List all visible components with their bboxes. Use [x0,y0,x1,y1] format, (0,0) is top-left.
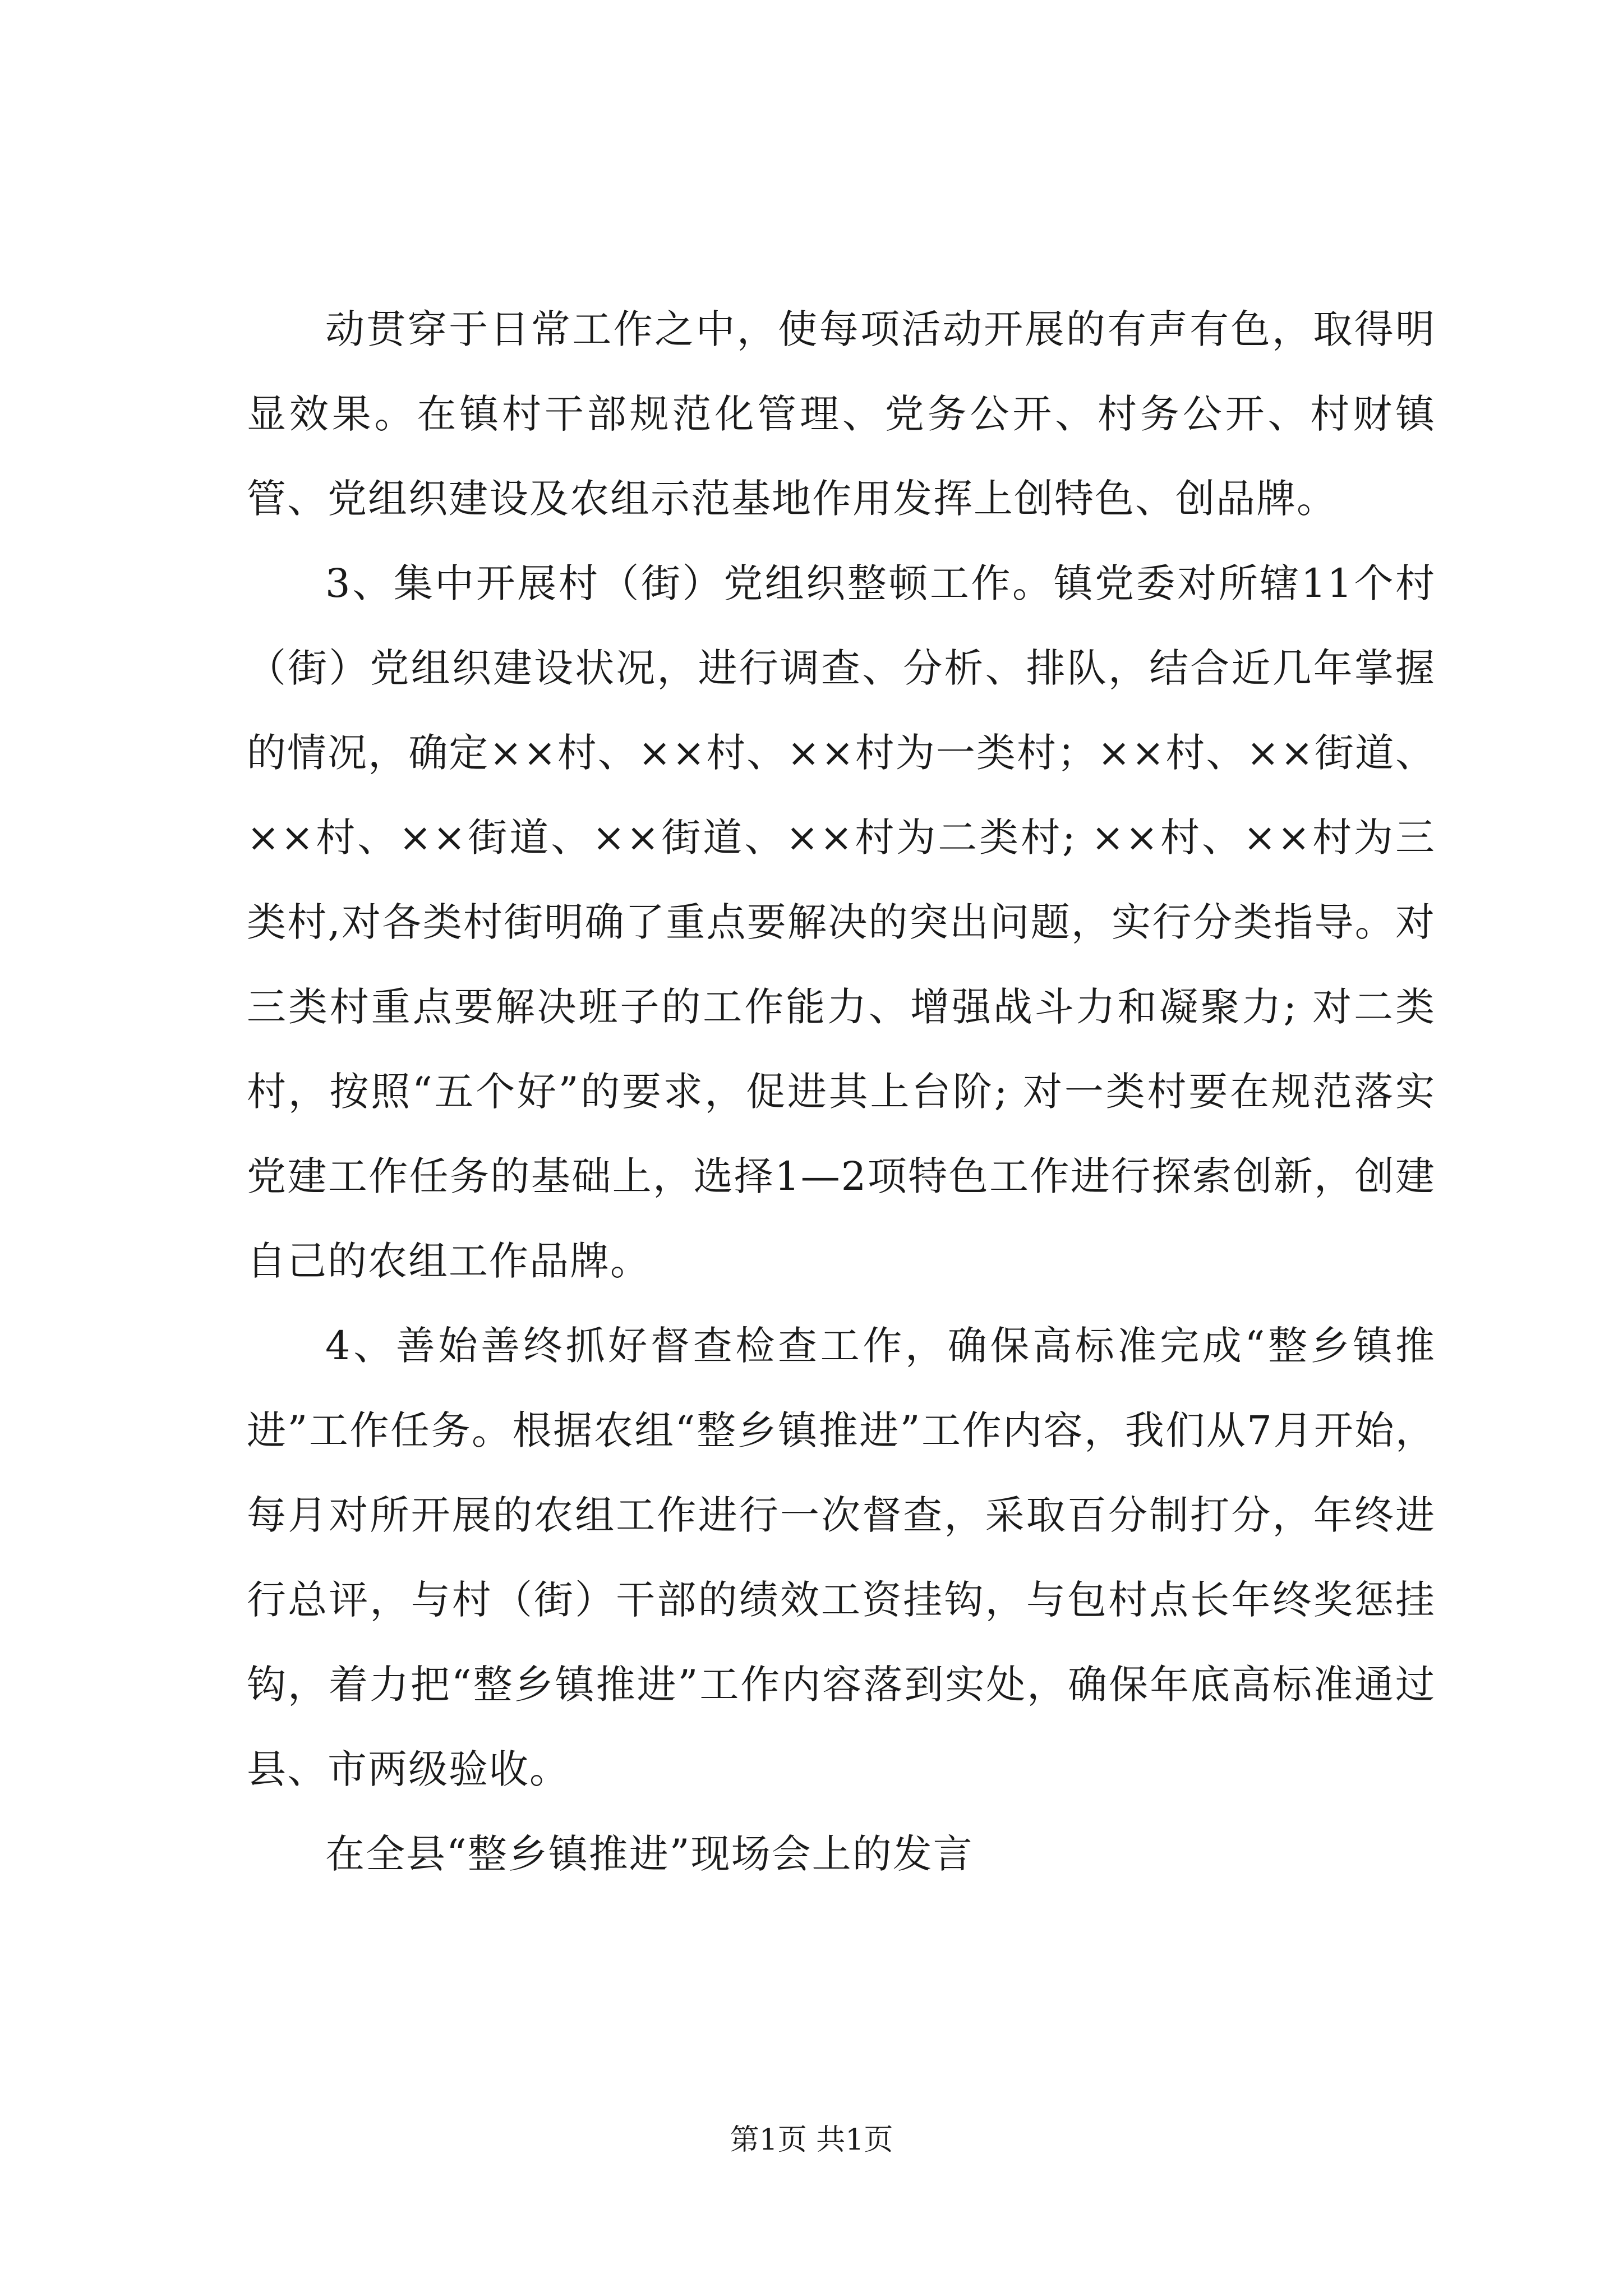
paragraph-continuation: 动贯穿于日常工作之中，使每项活动开展的有声有色，取得明显效果。在镇村干部规范化管理、党务公开、村务公开、村财镇管、党组织建设及农组示范基地作用发挥上创特色、创品牌。 [247,306,1436,522]
paragraph-item-3: 3、集中开展村（街）党组织整顿工作。镇党委对所辖11个村（街）党组织建设状况，进行调查、分析、排队，结合近几年掌握的情况，确定××村、××村、××村为一类村；××村、××街道、××村、××街道、××街道、××村为二类村; ××村、××村为三类村,对各类村街明确了重点要解决的突出问题，实行分类指导。对三类村重点要解决班子的工作能力、增强战斗力和凝聚力; 对二类村，按照“五个好”的要求，促进其上台阶; 对一类村要在规范落实党建工作任务的基础上，选择1—2项特色工作进行探索创新，创建自己的农组工作品牌。 [247,560,1436,1284]
document-body [247,287,1436,1897]
paragraph-item-4: 4、善始善终抓好督查检查工作，确保高标准完成“整乡镇推进”工作任务。根据农组“整乡镇推进”工作内容，我们从7月开始，每月对所开展的农组工作进行一次督查，采取百分制打分，年终进行总评，与村（街）干部的绩效工资挂钩，与包村点长年终奖惩挂钩，着力把“整乡镇推进”工作内容落到实处，确保年底高标准通过县、市两级验收。 [247,1323,1436,1792]
document-title-line: 在全县“整乡镇推进”现场会上的发言 [325,1831,974,1877]
page-footer: 第1页 共1页 [730,2123,893,2157]
